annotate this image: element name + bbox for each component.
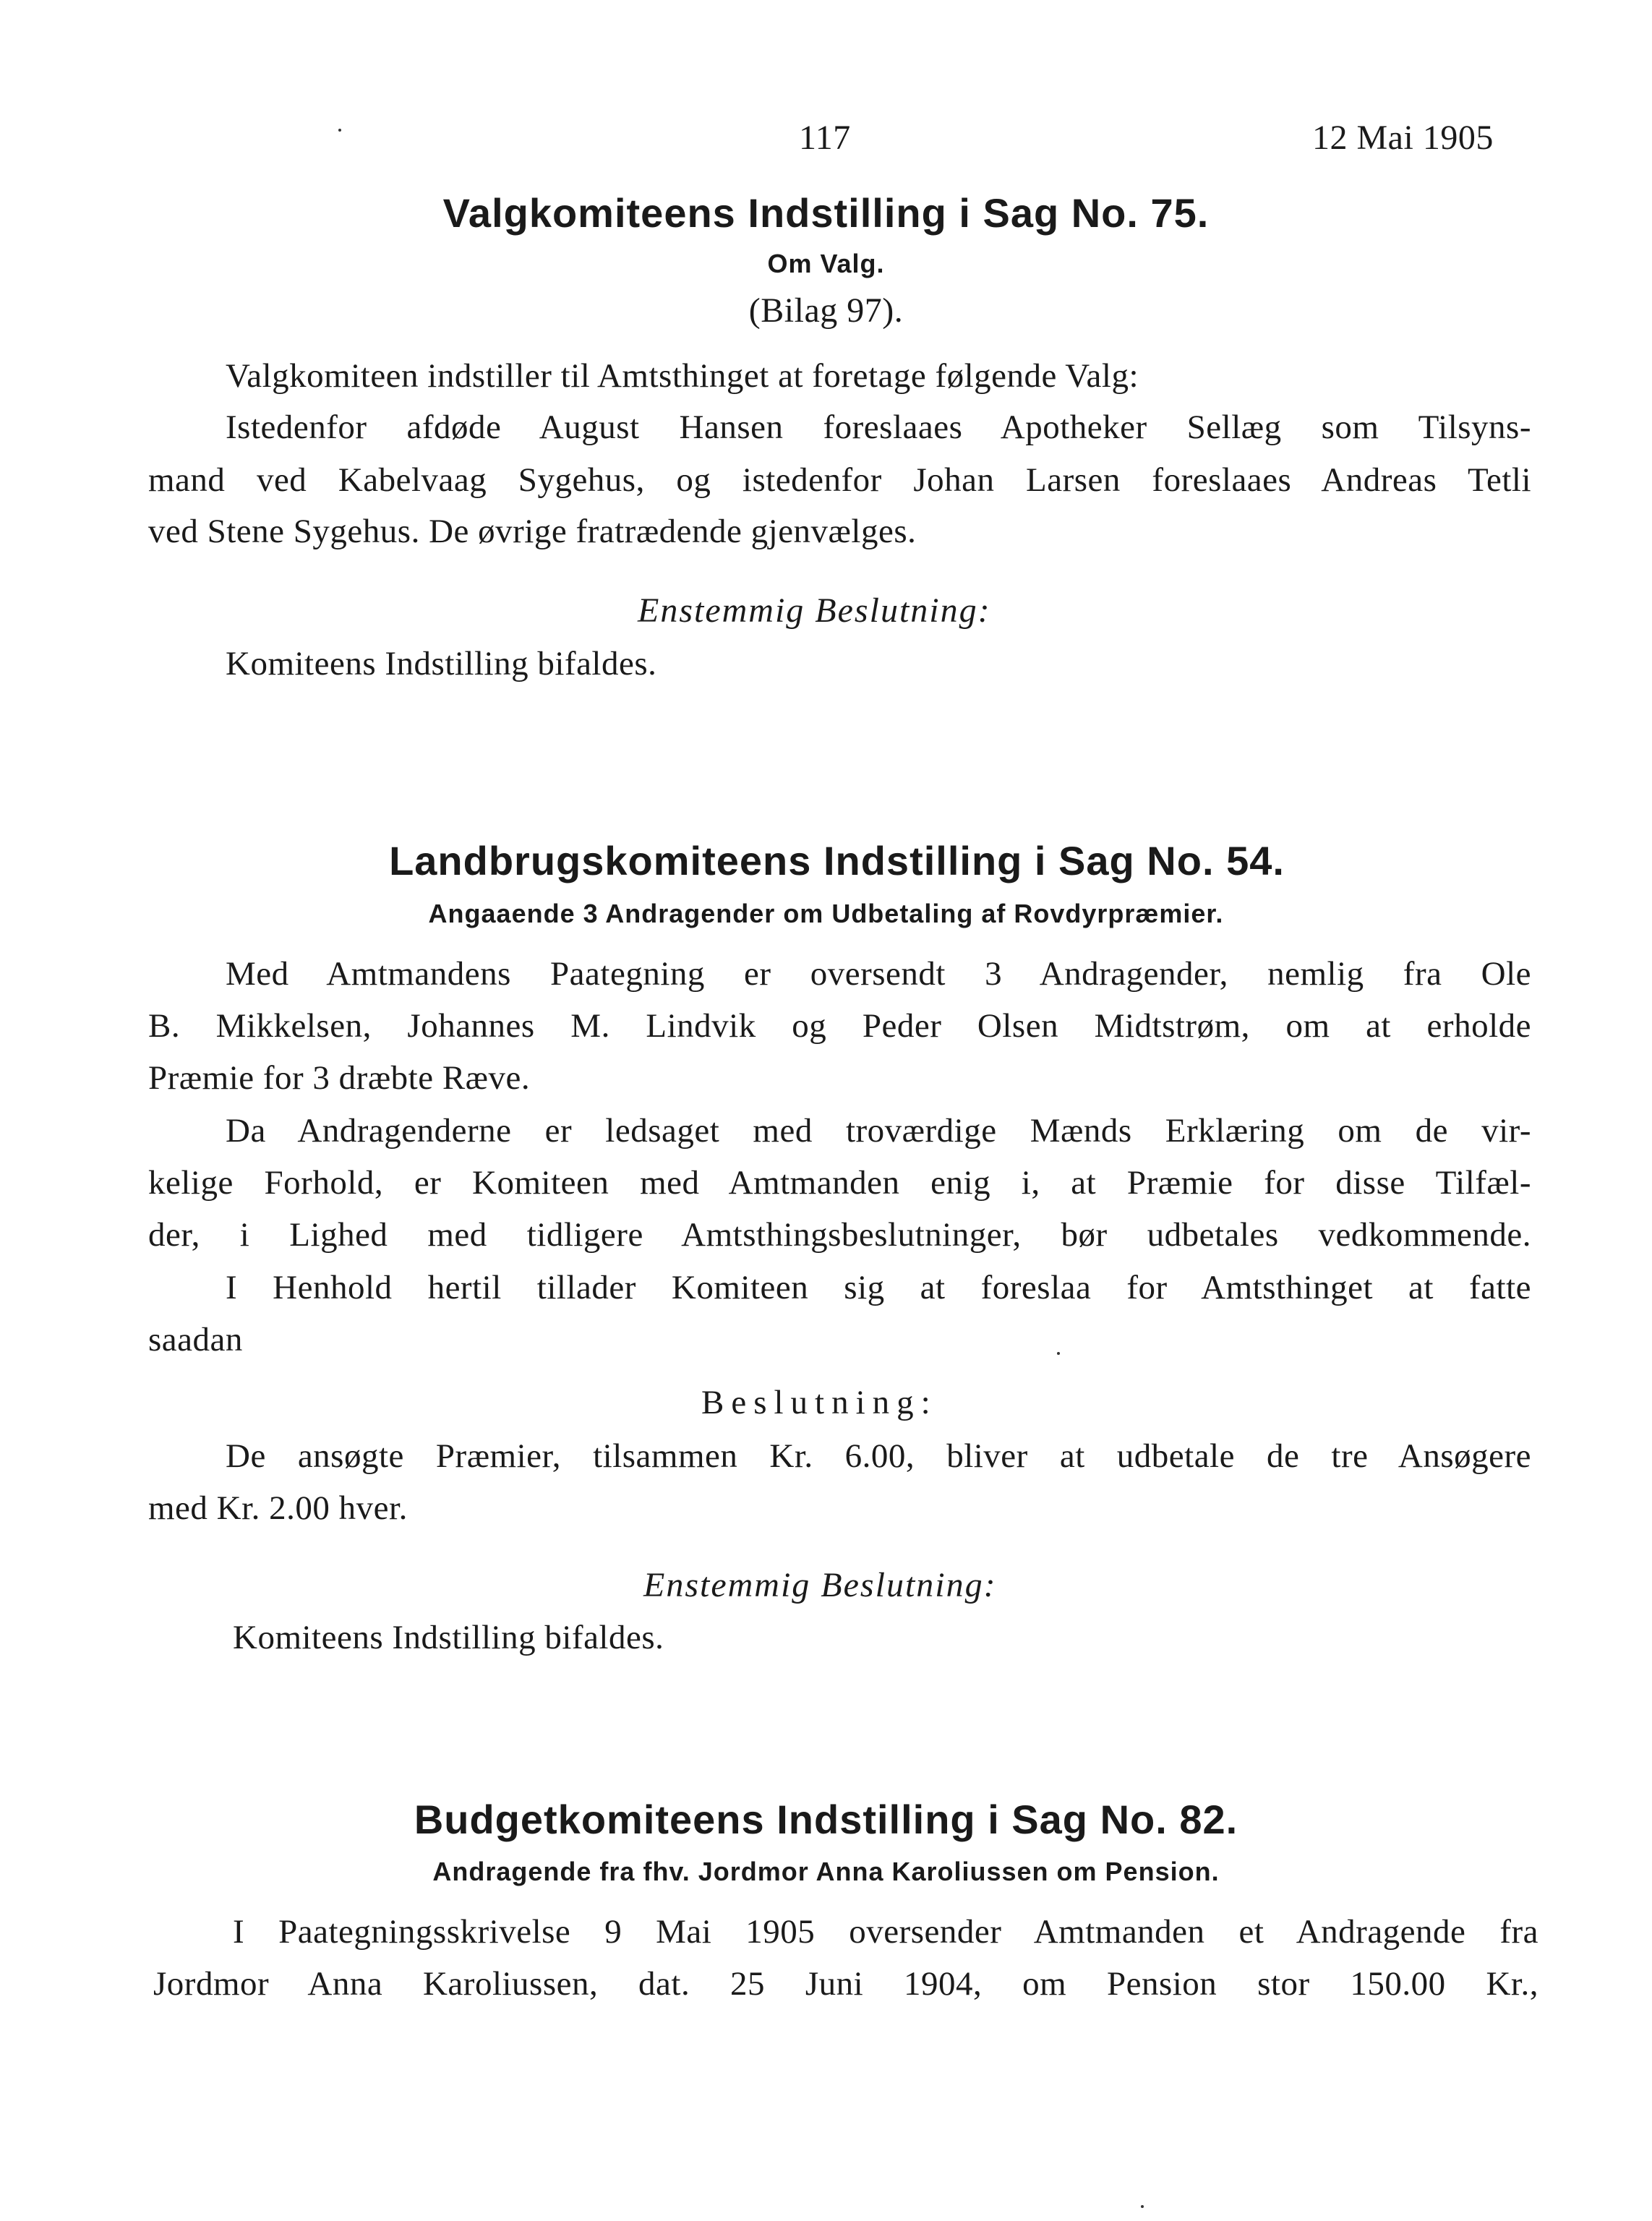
section1-subtitle: Om Valg.	[767, 249, 885, 278]
section2-line-7: I Henhold hertil tillader Komiteen sig at foreslaa for Amtsthinget at fatte	[226, 1269, 1531, 1306]
section1-line-2: Istedenfor afdøde August Hansen foreslaaes Apotheker Sellæg som Tilsyns-	[226, 408, 1531, 446]
section1-decision-text: Komiteens Indstilling bifaldes.	[226, 645, 657, 682]
section2-line-3: Præmie for 3 dræbte Ræve.	[148, 1059, 531, 1097]
section2-line-8: saadan	[148, 1321, 243, 1358]
speck	[1141, 2205, 1144, 2208]
section3-title: Budgetkomiteens Indstilling i Sag No. 82.	[414, 1797, 1238, 1842]
section2-decision-heading: Enstemmig Beslutning:	[643, 1566, 997, 1604]
speck	[1057, 1352, 1060, 1355]
section1-line-1: Valgkomiteen indstiller til Amtsthinget at foretage følgende Valg:	[226, 357, 1139, 395]
header-date: 12 Mai 1905	[1312, 119, 1494, 157]
section1-bilag: (Bilag 97).	[748, 291, 904, 330]
section1-decision-heading: Enstemmig Beslutning:	[638, 591, 991, 630]
page-number: 117	[799, 119, 851, 157]
section3-subtitle: Andragende fra fhv. Jordmor Anna Karoliussen om Pension.	[432, 1857, 1220, 1886]
section3-line-2: Jordmor Anna Karoliussen, dat. 25 Juni 1904, om Pension stor 150.00 Kr.,	[153, 1965, 1538, 2003]
speck	[338, 129, 341, 132]
section1-title: Valgkomiteens Indstilling i Sag No. 75.	[442, 190, 1210, 236]
section2-line-5: kelige Forhold, er Komiteen med Amtmanden enig i, at Præmie for disse Tilfæl-	[148, 1164, 1531, 1202]
section2-decision-text: Komiteens Indstilling bifaldes.	[233, 1619, 664, 1656]
section2-subtitle: Angaaende 3 Andragender om Udbetaling af Rovdyrpræmier.	[428, 899, 1224, 928]
section2-line-6: der, i Lighed med tidligere Amtsthingsbeslutninger, bør udbetales vedkommende.	[148, 1216, 1531, 1254]
section3-line-1: I Paategningsskrivelse 9 Mai 1905 oversender Amtmanden et Andragende fra	[233, 1913, 1538, 1951]
section1-line-4: ved Stene Sygehus. De øvrige fratrædende gjenvælges.	[148, 513, 917, 550]
section2-beslutning-line-2: med Kr. 2.00 hver.	[148, 1489, 408, 1527]
section1-line-3: mand ved Kabelvaag Sygehus, og istedenfor Johan Larsen foreslaaes Andreas Tetli	[148, 461, 1531, 499]
section2-beslutning-line-1: De ansøgte Præmier, tilsammen Kr. 6.00, bliver at udbetale de tre Ansøgere	[226, 1437, 1531, 1475]
section2-beslutning-heading: Beslutning:	[701, 1384, 938, 1421]
section2-title: Landbrugskomiteens Indstilling i Sag No. 54.	[389, 838, 1285, 883]
section2-line-1: Med Amtmandens Paategning er oversendt 3 Andragender, nemlig fra Ole	[226, 955, 1531, 993]
section2-line-4: Da Andragenderne er ledsaget med troværdige Mænds Erklæring om de vir-	[226, 1112, 1531, 1150]
section2-line-2: B. Mikkelsen, Johannes M. Lindvik og Peder Olsen Midtstrøm, om at erholde	[148, 1007, 1531, 1045]
